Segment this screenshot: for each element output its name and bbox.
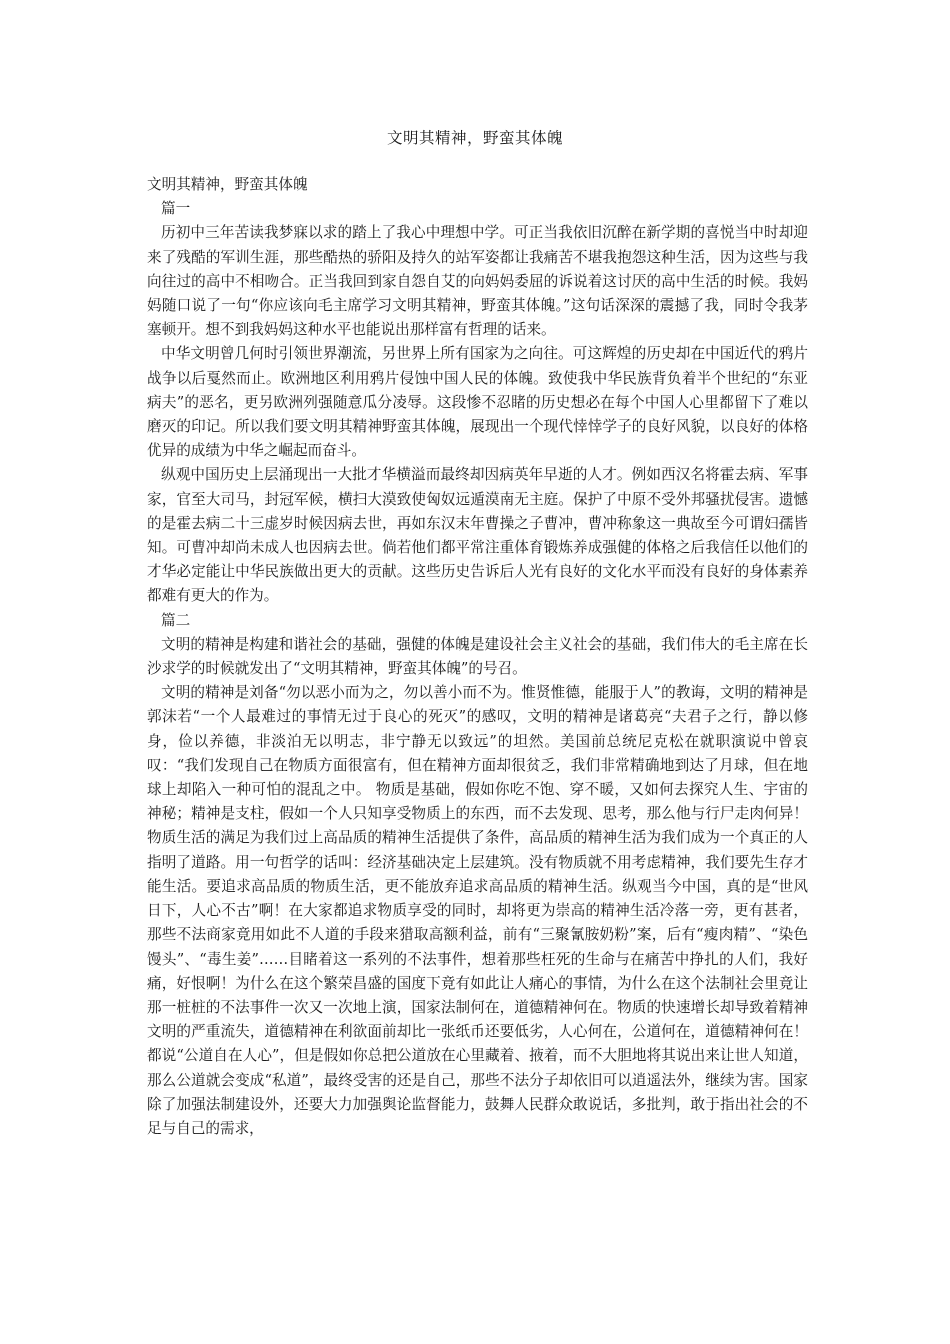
document-body bbox=[147, 173, 808, 1141]
paragraph: 文明的精神是构建和谐社会的基础，强健的体魄是建设社会主义社会的基础，我们伟大的毛主席在长沙求学的时候就发出了“文明其精神，野蛮其体魄”的号召。 bbox=[147, 635, 808, 678]
document-subtitle: 文明其精神，野蛮其体魄 bbox=[147, 176, 308, 193]
section-label-2: 篇二 bbox=[161, 611, 191, 629]
document-title: 文明其精神，野蛮其体魄 bbox=[386, 129, 563, 147]
paragraph: 纵观中国历史上层涌现出一大批才华横溢而最终却因病英年早逝的人才。例如西汉名将霍去病、军事家，官至大司马，封冠军候，横扫大漠致使匈奴远遁漠南无主庭。保护了中原不受外邦骚扰侵害。遗憾的是霍去病二十三虚岁时候因病去世，再如东汉末年曹操之子曹冲，曹冲称象这一典故至今可谓妇孺皆知。可曹冲却尚未成人也因病去世。倘若他们都平常注重体育锻炼养成强健的体格之后我信任以他们的才华必定能让中华民族做出更大的贡献。这些历史告诉后人光有良好的文化水平而没有良好的身体素养都难有更大的作为。 bbox=[147, 466, 808, 605]
paragraph: 中华文明曾几何时引领世界潮流，另世界上所有国家为之向往。可这辉煌的历史却在中国近代的鸦片战争以后戛然而止。欧洲地区利用鸦片侵蚀中国人民的体魄。致使我中华民族背负着半个世纪的“东亚病夫”的恶名，更另欧洲列强随意瓜分凌辱。这段惨不忍睹的历史想必在每个中国人心里都留下了难以磨灭的印记。所以我们要文明其精神野蛮其体魄，展现出一个现代悻悻学子的良好风貌，以良好的体格优异的成绩为中华之崛起而奋斗。 bbox=[147, 345, 808, 460]
section-label-1: 篇一 bbox=[161, 200, 191, 218]
paragraph: 历初中三年苦读我梦寐以求的踏上了我心中理想中学。可正当我依旧沉醉在新学期的喜悦当中时却迎来了残酷的军训生涯，那些酷热的骄阳及持久的站军姿都让我痛苦不堪我抱怨这种生活，因为这些与我向往过的高中不相吻合。正当我回到家自怨自艾的向妈妈委屈的诉说着这讨厌的高中生活的时候。我妈妈随口说了一句“你应该向毛主席学习文明其精神，野蛮其体魄。”这句话深深的震撼了我，同时令我茅塞顿开。想不到我妈妈这种水平也能说出那样富有哲理的话来。 bbox=[147, 224, 808, 339]
paragraph: 文明的精神是刘备“勿以恶小而为之，勿以善小而不为。惟贤惟德，能服于人”的教诲，文明的精神是郭沫若“一个人最难过的事情无过于良心的死灭”的感叹，文明的精神是诸葛亮“夫君子之行，静以修身，俭以养德，非淡泊无以明志，非宁静无以致远”的坦然。美国前总统尼克松在就职演说中曾哀叹：“我们发现自己在物质方面很富有，但在精神方面却很贫乏，我们非常精确地到达了月球，但在地球上却陷入一种可怕的混乱之中。 物质是基础，假如你吃不饱、穿不暖，又如何去探究人生、宇宙的神秘；精神是支柱，假如一个人只知享受物质上的东西，而不去发现、思考，那么他与行尸走肉何异！物质生活的满足为我们过上高品质的精神生活提供了条件，高品质的精神生活为我们成为一个真正的人指明了道路。用一句哲学的话叫：经济基础决定上层建筑。没有物质就不用考虑精神，我们要先生存才能生活。要追求高品质的物质生活，更不能放弃追求高品质的精神生活。纵观当今中国，真的是“世风日下，人心不古”啊！在大家都追求物质享受的同时，却将更为崇高的精神生活冷落一旁，更有甚者，那些不法商家竟用如此不人道的手段来猎取高额利益，前有“三聚氰胺奶粉”案，后有“瘦肉精”、“染色馒头”、“毒生姜”……目睹着这一系列的不法事件，想着那些枉死的生命与在痛苦中挣扎的人们，我好痛，好恨啊！为什么在这个繁荣昌盛的国度下竟有如此让人痛心的事情，为什么在这个法制社会里竟让那一桩桩的不法事件一次又一次地上演，国家法制何在，道德精神何在。物质的快速增长却导致着精神文明的严重流失，道德精神在利欲面前却比一张纸币还要低劣，人心何在，公道何在，道德精神何在！都说“公道自在人心”，但是假如你总把公道放在心里藏着、掖着，而不大胆地将其说出来让世人知道，那么公道就会变成“私道”，最终受害的还是自己，那些不法分子却依旧可以逍遥法外，继续为害。国家除了加强法制建设外，还要大力加强舆论监督能力，鼓舞人民群众敢说话，多批判，敢于指出社会的不足与自己的需求， bbox=[147, 684, 808, 1137]
